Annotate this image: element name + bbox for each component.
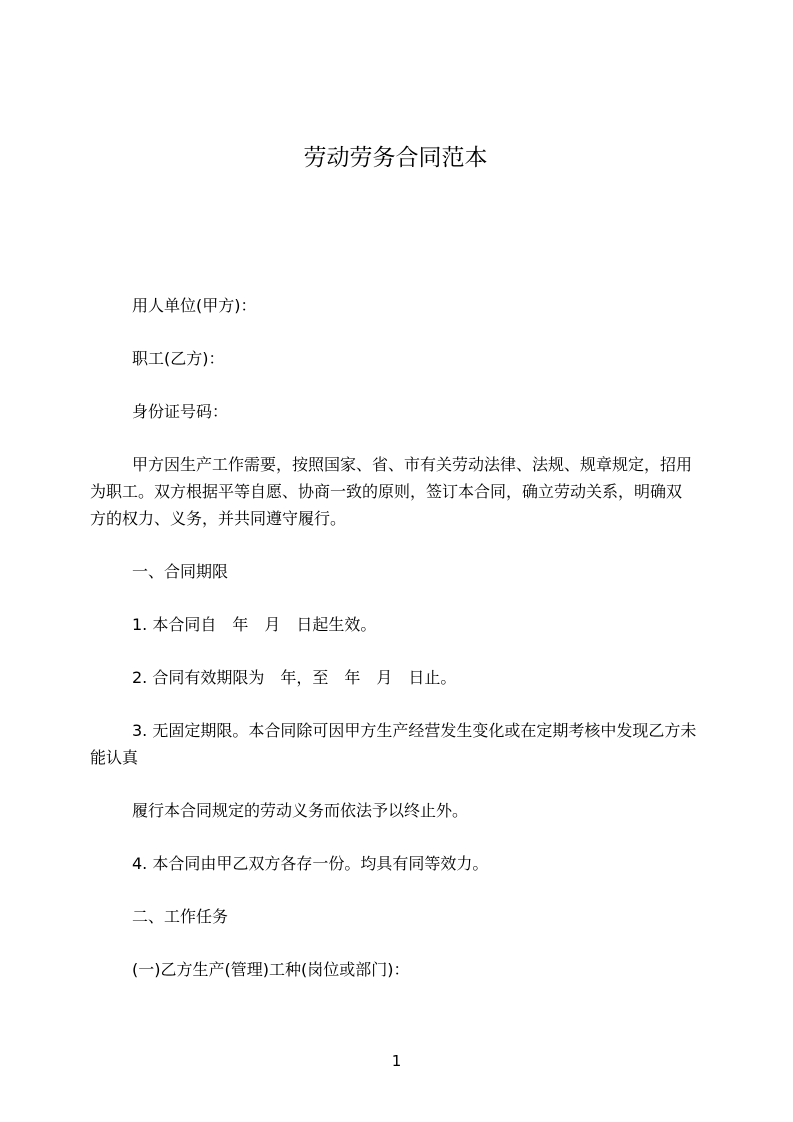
intro-line-3: 方的权力、义务，并共同遵守履行。 bbox=[90, 509, 347, 528]
section-2-heading: 二、工作任务 bbox=[132, 907, 229, 926]
clause-3-line-1: 3. 无固定期限。本合同除可因甲方生产经营发生变化或在定期考核中发现乙方未 bbox=[132, 721, 697, 740]
clause-2: 2. 合同有效期限为 年，至 年 月 日止。 bbox=[132, 668, 457, 687]
intro-paragraph bbox=[90, 451, 701, 532]
clause-1: 1. 本合同自 年 月 日起生效。 bbox=[132, 615, 377, 634]
page-number: 1 bbox=[391, 1052, 402, 1070]
field-employee-label: 职工(乙方)： bbox=[132, 349, 225, 368]
clause-4: 4. 本合同由甲乙双方各存一份。均具有同等效力。 bbox=[132, 854, 489, 873]
clause-3-line-2: 能认真 bbox=[90, 748, 139, 767]
clause-work-type: (一)乙方生产(管理)工种(岗位或部门)： bbox=[132, 960, 410, 979]
clause-3-continuation: 履行本合同规定的劳动义务而依法予以终止外。 bbox=[132, 801, 469, 820]
intro-line-2: 为职工。双方根据平等自愿、协商一致的原则，签订本合同，确立劳动关系，明确双 bbox=[90, 482, 683, 501]
document-title: 劳动劳务合同范本 bbox=[303, 145, 488, 171]
clause-3 bbox=[90, 717, 701, 771]
intro-line-1: 甲方因生产工作需要，按照国家、省、市有关劳动法律、法规、规章规定，招用 bbox=[132, 455, 693, 474]
field-id-number-label: 身份证号码： bbox=[132, 402, 229, 421]
field-employer-label: 用人单位(甲方)： bbox=[132, 296, 257, 315]
section-1-heading: 一、合同期限 bbox=[132, 562, 229, 581]
